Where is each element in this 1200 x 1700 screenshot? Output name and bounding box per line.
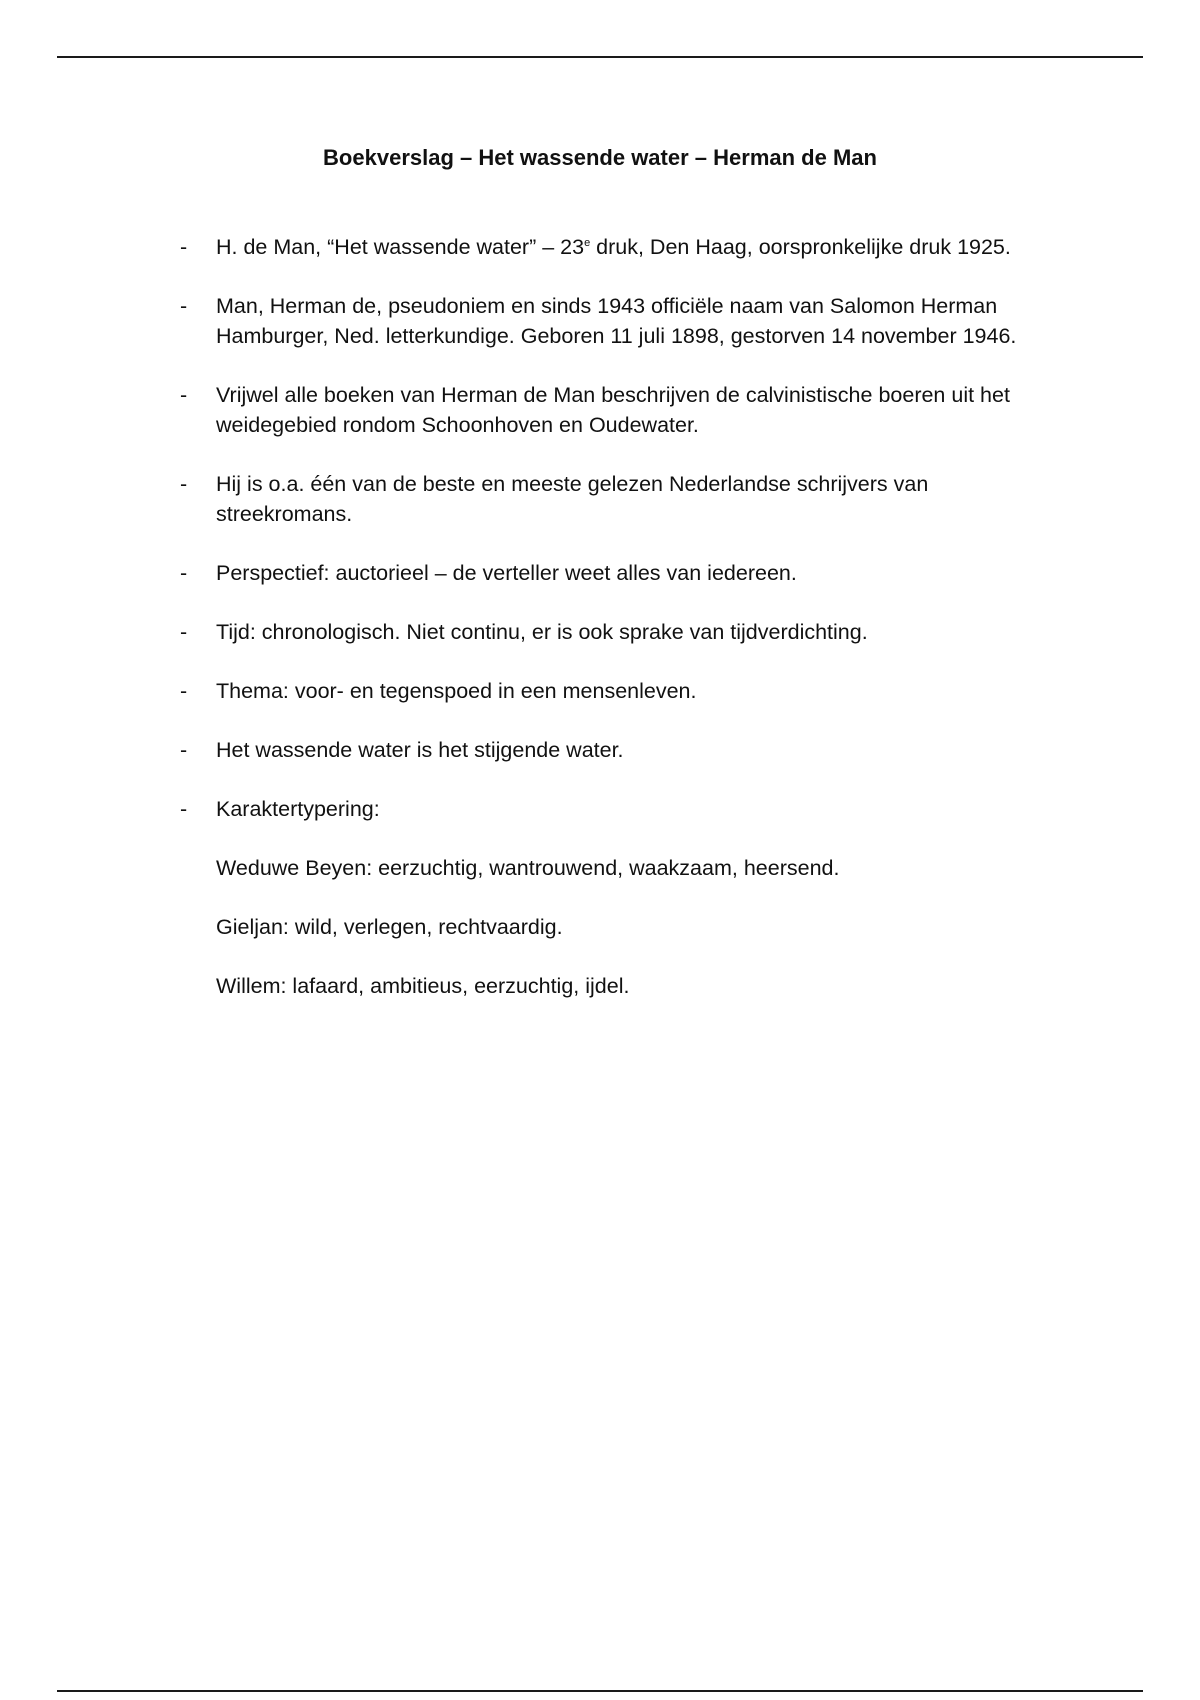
list-item [0,676,1046,706]
list-item [0,617,1046,647]
bottom-rule [57,1690,1143,1692]
item-text: Tijd: chronologisch. Niet continu, er is ook sprake van tijdverdichting. [216,620,868,644]
bullet-dash: - [180,738,188,762]
item-text: Thema: voor- en tegenspoed in een mensenleven. [216,679,697,703]
bullet-dash: - [180,561,188,585]
list-item [0,380,1046,440]
character-line: Weduwe Beyen: eerzuchtig, wantrouwend, waakzaam, heersend. [216,856,840,880]
item-text: Het wassende water is het stijgende water. [216,738,624,762]
list-item [0,469,1046,529]
item-text: H. de Man, “Het wassende water” – 23 [216,235,585,259]
list-item [0,735,1046,765]
character-line: Gieljan: wild, verlegen, rechtvaardig. [216,915,563,939]
bullet-dash: - [180,679,188,703]
item-text: Karaktertypering: [216,797,380,821]
top-rule [57,56,1143,58]
bullet-list [0,232,1200,1030]
item-text: Perspectief: auctorieel – de verteller weet alles van iedereen. [216,561,797,585]
item-superscript: e [584,236,591,249]
list-item [0,232,1046,262]
bullet-dash: - [180,383,188,407]
item-text: Hij is o.a. één van de beste en meeste gelezen Nederlandse schrijvers van streekromans. [216,472,929,526]
document-title: Boekverslag – Het wassende water – Herman de Man [323,145,877,170]
item-text: Man, Herman de, pseudoniem en sinds 1943 officiële naam van Salomon Herman Hamburger, Ned. letterkundige. Geboren 11 juli 1898, gestorven 14 november 1946. [216,294,1017,348]
bullet-dash: - [180,620,188,644]
bullet-dash: - [180,472,188,496]
list-item [0,794,1046,824]
item-text: Vrijwel alle boeken van Herman de Man beschrijven de calvinistische boeren uit het weidegebied rondom Schoonhoven en Oudewater. [216,383,1010,437]
character-line: Willem: lafaard, ambitieus, eerzuchtig, ijdel. [216,974,630,998]
bullet-dash: - [180,294,188,318]
bullet-dash: - [180,797,188,821]
list-item [0,558,1046,588]
list-item [0,291,1046,351]
item-text: druk, Den Haag, oorspronkelijke druk 1925. [590,235,1011,259]
bullet-dash: - [180,235,188,259]
